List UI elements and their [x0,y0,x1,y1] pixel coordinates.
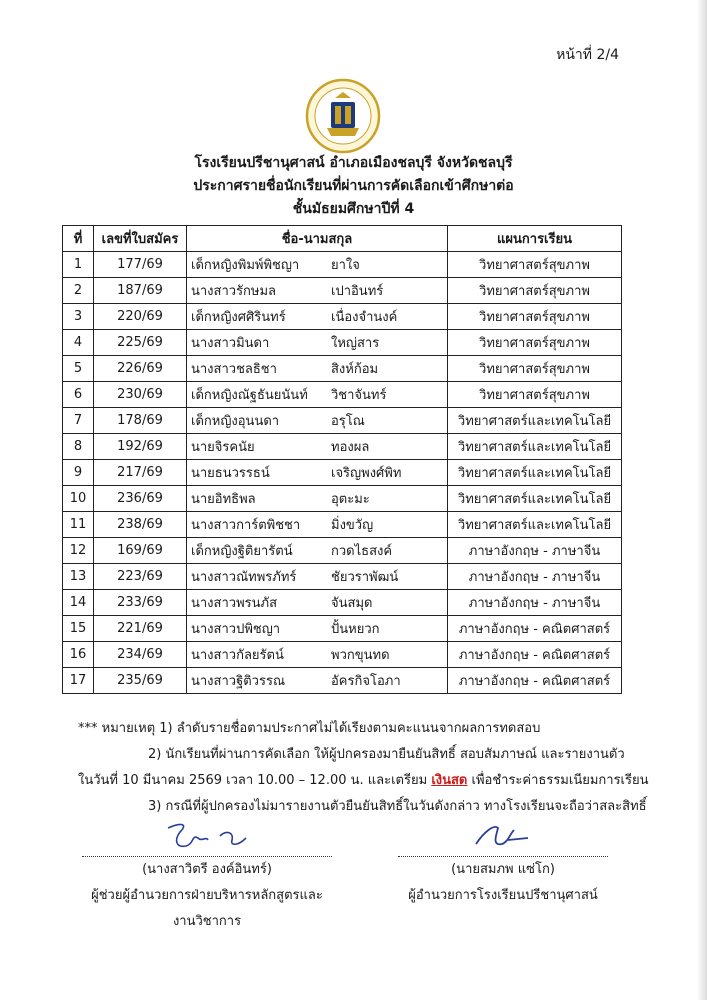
study-program: วิทยาศาสตร์สุขภาพ [448,330,622,356]
row-number: 4 [63,330,94,356]
student-last-name: มิ่งขวัญ [331,518,374,533]
student-first-name: นางสาวมินดา [191,336,270,351]
student-first-name: นางสาวรักษมล [191,284,277,299]
row-number: 5 [63,356,94,382]
page-number: หน้าที่ 2/4 [556,47,619,63]
student-first-name: นายธนวรรธน์ [191,466,270,481]
student-last-name: พวกขุนทด [331,648,390,663]
row-number: 3 [63,304,94,330]
application-number: 217/69 [94,460,187,486]
student-name [187,434,448,460]
student-name [187,616,448,642]
student-last-name: ปั้นหยวก [331,622,380,637]
student-roster-table [62,225,622,694]
student-first-name: เด็กหญิงฐิติยารัตน์ [191,544,293,559]
header-application-no: เลขที่ใบสมัคร [94,226,187,252]
student-first-name: นางสาวกัลยรัตน์ [191,648,284,663]
student-name [187,642,448,668]
student-name [187,564,448,590]
remarks-section [78,716,649,820]
left-handwritten-signature [162,818,252,854]
row-number: 6 [63,382,94,408]
application-number: 235/69 [94,668,187,694]
table-row [63,538,622,564]
study-program: ภาษาอังกฤษ - ภาษาจีน [448,538,622,564]
announcement-title: ประกาศรายชื่อนักเรียนที่ผ่านการคัดเลือกเข้าศึกษาต่อ [193,178,514,194]
student-first-name: เด็กหญิงณัฐธันยนันท์ [191,388,308,403]
remark-fee-text: เพื่อชำระค่าธรรมเนียมการเรียน [467,773,649,788]
row-number: 1 [63,252,94,278]
right-signer-title: ผู้อำนวยการโรงเรียนปรีชานุศาสน์ [408,888,598,903]
student-last-name: เปาอินทร์ [331,284,384,299]
study-program: วิทยาศาสตร์และเทคโนโลยี [448,460,622,486]
study-program: วิทยาศาสตร์สุขภาพ [448,356,622,382]
student-first-name: นางสาวณัทพรภัทร์ [191,570,297,585]
application-number: 221/69 [94,616,187,642]
left-signer-name: (นางสาวิตรี องค์อินทร์) [142,862,272,877]
row-number: 8 [63,434,94,460]
study-program: ภาษาอังกฤษ - คณิตศาสตร์ [448,668,622,694]
header-study-program: แผนการเรียน [448,226,622,252]
table-row [63,278,622,304]
table-row [63,512,622,538]
study-program: ภาษาอังกฤษ - คณิตศาสตร์ [448,642,622,668]
remark-line-2: 2) นักเรียนที่ผ่านการคัดเลือก ให้ผู้ปกครองมายืนยันสิทธิ์ สอบสัมภาษณ์ และรายงานตัว [148,747,625,762]
student-name [187,382,448,408]
row-number: 7 [63,408,94,434]
table-row [63,590,622,616]
remark-line-3 [78,768,649,794]
student-last-name: สิงห์ก้อม [331,362,379,377]
study-program: วิทยาศาสตร์และเทคโนโลยี [448,486,622,512]
left-signer-title: ผู้ช่วยผู้อำนวยการฝ่ายบริหารหลักสูตรและงานวิชาการ [91,888,323,929]
student-name [187,538,448,564]
remark-date-text: ในวันที่ 10 มีนาคม 2569 เวลา 10.00 – 12.00 น. และเตรียม [78,773,432,788]
student-last-name: ใหญ่สาร [331,336,380,351]
table-row [63,356,622,382]
row-number: 15 [63,616,94,642]
table-row [63,616,622,642]
student-last-name: จันสมุด [331,596,373,611]
table-row [63,486,622,512]
table-row [63,330,622,356]
header-full-name: ชื่อ-นามสกุล [187,226,448,252]
application-number: 233/69 [94,590,187,616]
student-last-name: กวดไธสงค์ [331,544,393,559]
table-row [63,304,622,330]
table-row [63,564,622,590]
application-number: 226/69 [94,356,187,382]
left-signature-line [82,826,332,857]
row-number: 16 [63,642,94,668]
student-last-name: อัครกิจโอภา [331,674,401,689]
student-name [187,668,448,694]
student-name [187,486,448,512]
left-signature-block [82,826,332,935]
application-number: 178/69 [94,408,187,434]
study-program: วิทยาศาสตร์สุขภาพ [448,382,622,408]
school-emblem-logo [305,78,381,154]
application-number: 225/69 [94,330,187,356]
application-number: 234/69 [94,642,187,668]
table-row [63,252,622,278]
student-first-name: นายอิทธิพล [191,492,256,507]
row-number: 12 [63,538,94,564]
application-number: 192/69 [94,434,187,460]
student-first-name: นางสาวพรนภัส [191,596,278,611]
school-line: โรงเรียนปรีชานุศาสน์ อำเภอเมืองชลบุรี จังหวัดชลบุรี [194,155,513,171]
header-no: ที่ [63,226,94,252]
application-number: 238/69 [94,512,187,538]
study-program: ภาษาอังกฤษ - ภาษาจีน [448,590,622,616]
cash-highlight: เงินสด [431,773,468,788]
row-number: 11 [63,512,94,538]
remark-line-1: *** หมายเหตุ 1) ลำดับรายชื่อตามประกาศไม่ได้เรียงตามคะแนนจากผลการทดสอบ [78,721,541,736]
student-name [187,252,448,278]
student-first-name: เด็กหญิงพิมพ์พิชญา [191,258,300,273]
table-row [63,642,622,668]
application-number: 177/69 [94,252,187,278]
row-number: 10 [63,486,94,512]
student-last-name: เนื่องจำนงค์ [331,310,398,325]
student-name [187,330,448,356]
student-first-name: นายจิรคนัย [191,440,255,455]
scan-edge-shadow [697,0,707,1000]
student-last-name: อรุโณ [331,414,365,429]
student-last-name: อุตะมะ [331,492,370,507]
table-row [63,382,622,408]
study-program: วิทยาศาสตร์และเทคโนโลยี [448,512,622,538]
row-number: 2 [63,278,94,304]
table-header-row [63,226,622,252]
right-handwritten-signature [468,818,538,854]
student-first-name: นางสาวการ์ตพิชชา [191,518,301,533]
document-title-block [0,152,707,221]
student-first-name: นางสาวปพิชญา [191,622,281,637]
application-number: 230/69 [94,382,187,408]
student-last-name: เจริญพงศ์พิท [331,466,402,481]
study-program: วิทยาศาสตร์สุขภาพ [448,252,622,278]
student-name [187,356,448,382]
student-name [187,590,448,616]
student-last-name: วิชาจันทร์ [331,388,387,403]
right-signature-line [398,826,608,857]
row-number: 9 [63,460,94,486]
study-program: วิทยาศาสตร์สุขภาพ [448,278,622,304]
row-number: 14 [63,590,94,616]
student-last-name: ยาใจ [331,258,360,273]
study-program: วิทยาศาสตร์และเทคโนโลยี [448,408,622,434]
student-first-name: นางสาวฐิติวรรณ [191,674,286,689]
right-signature-block [398,826,608,909]
student-first-name: นางสาวชลธิชา [191,362,277,377]
student-name [187,304,448,330]
application-number: 187/69 [94,278,187,304]
study-program: วิทยาศาสตร์และเทคโนโลยี [448,434,622,460]
application-number: 169/69 [94,538,187,564]
right-signer-name: (นายสมภพ แซ่โก) [451,862,555,877]
study-program: ภาษาอังกฤษ - ภาษาจีน [448,564,622,590]
student-name [187,408,448,434]
student-first-name: เด็กหญิงศศิรินทร์ [191,310,286,325]
student-first-name: เด็กหญิงอุนนดา [191,414,280,429]
row-number: 13 [63,564,94,590]
student-name [187,512,448,538]
student-last-name: ชัยวราพัฒน์ [331,570,399,585]
table-row [63,460,622,486]
application-number: 236/69 [94,486,187,512]
application-number: 220/69 [94,304,187,330]
table-row [63,408,622,434]
grade-level: ชั้นมัธยมศึกษาปีที่ 4 [292,201,415,217]
study-program: ภาษาอังกฤษ - คณิตศาสตร์ [448,616,622,642]
student-last-name: ทองผล [331,440,370,455]
table-row [63,668,622,694]
student-name [187,460,448,486]
table-row [63,434,622,460]
application-number: 223/69 [94,564,187,590]
study-program: วิทยาศาสตร์สุขภาพ [448,304,622,330]
student-name [187,278,448,304]
row-number: 17 [63,668,94,694]
table-body [63,252,622,694]
remark-line-4: 3) กรณีที่ผู้ปกครองไม่มารายงานตัวยืนยันสิทธิ์ในวันดังกล่าว ทางโรงเรียนจะถือว่าสละสิทธิ์ [148,799,647,814]
